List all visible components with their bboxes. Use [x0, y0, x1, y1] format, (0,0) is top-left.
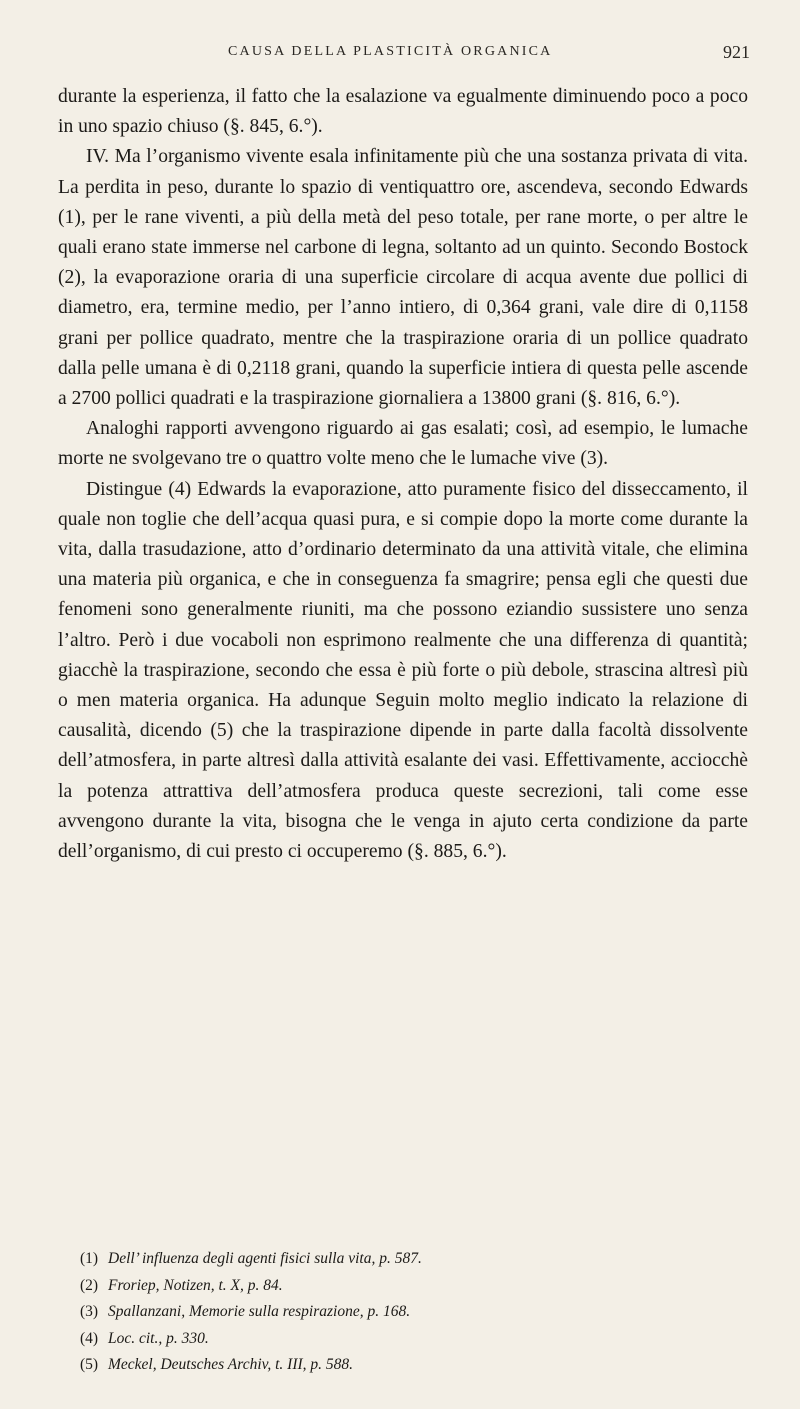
footnote-number: (1)	[80, 1250, 99, 1267]
footnote-number: (4)	[80, 1329, 99, 1347]
footnote-text: Spallanzani, Memorie sulla respirazione, p. 168.	[108, 1303, 411, 1321]
footnote-text: Dell’ influenza degli agenti fisici sulla vita, p. 587.	[108, 1250, 422, 1267]
paragraph-section-iv: IV. Ma l’organismo vivente esala infinitamente più che una sostanza privata di vita. La perdita in peso, durante lo spazio di ventiquattro ore, ascendeva, secondo Edwards (1), per le rane viventi, a più della metà del peso totale, per rane morte, o per altre le quali erano state immerse nel carbone di legna, soltanto ad un quinto. Secondo Bostock (2), la evaporazione oraria di una superficie circolare di acqua avente due pollici di diametro, era, termine medio, per l’anno intiero, di 0,364 grani, vale dire di 0,1158 grani per pollice quadrato, mentre che la traspirazione oraria di un pollice quadrato dalla pelle umana è di 0,2118 grani, quando la superficie intiera di questa pelle ascende a 2700 pollici quadrati e la traspirazione giornaliera a 13800 grani (§. 816, 6.°).	[58, 146, 748, 410]
footnote-text: Loc. cit., p. 330.	[108, 1329, 209, 1347]
footnote-text: Meckel, Deutsches Archiv, t. III, p. 588.	[108, 1356, 354, 1374]
paragraph-edwards-distinction: Distingue (4) Edwards la evaporazione, atto puramente fisico del disseccamento, il quale non toglie che dell’acqua quasi pura, e si compie dopo la morte come durante la vita, dalla trasudazione, atto d’ordinario determinato da una attività vitale, che elimina una materia più organica, e che in conseguenza fa smagrire; pensa egli che questi due fenomeni sono generalmente riuniti, ma che possono eziandio sussistere uno senza l’altro. Però i due vocaboli non esprimono realmente che una differenza di quantità; giacchè la traspirazione, secondo che essa è più forte o più debole, strascina altresì più o men materia organica. Ha adunque Seguin molto meglio indicato la relazione di causalità, dicendo (5) che la traspirazione dipende in parte dalla facoltà dissolvente dell’atmosfera, in parte altresì dalla attività esalante dei vasi. Effettivamente, acciocchè la potenza attrattiva dell’atmosfera produca queste secrezioni, tali come esse avvengono durante la vita, bisogna che le venga in ajuto certa condizione da parte dell’organismo, di cui presto ci occuperemo (§. 885, 6.°).	[58, 478, 748, 863]
footnote-4	[80, 1326, 740, 1353]
body-text	[58, 82, 748, 867]
footnote-1	[80, 1246, 740, 1273]
footnote-number: (5)	[80, 1356, 99, 1374]
paragraph-continuation: durante la esperienza, il fatto che la esalazione va egualmente diminuendo poco a poco in uno spazio chiuso (§. 845, 6.°).	[58, 86, 748, 138]
footnote-2	[80, 1273, 740, 1300]
footnote-text: Froriep, Notizen, t. X, p. 84.	[108, 1276, 283, 1294]
footnotes	[80, 1246, 740, 1379]
running-title: CAUSA DELLA PLASTICITÀ ORGANICA	[228, 44, 553, 59]
running-head	[0, 44, 800, 70]
footnote-5	[80, 1352, 740, 1379]
paragraph-gas-exhalation: Analoghi rapporti avvengono riguardo ai gas esalati; così, ad esempio, le lumache morte ne svolgevano tre o quattro volte meno che le lumache vive (3).	[58, 418, 748, 470]
footnote-number: (3)	[80, 1303, 99, 1321]
footnote-number: (2)	[80, 1276, 99, 1294]
footnote-3	[80, 1299, 740, 1326]
page-number: 921	[723, 42, 750, 62]
